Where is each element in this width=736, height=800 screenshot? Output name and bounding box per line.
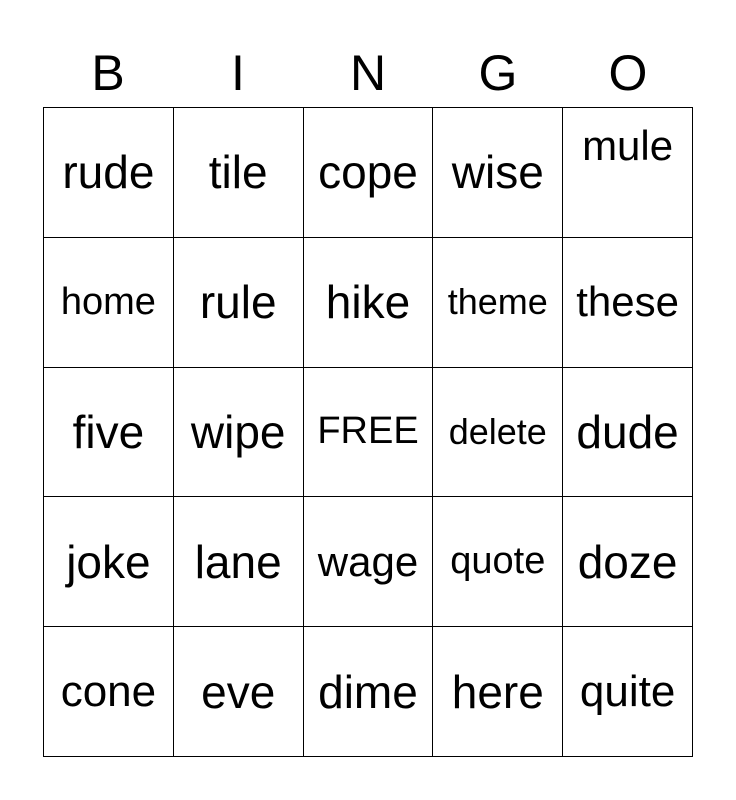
bingo-cell[interactable]: five <box>44 368 174 498</box>
bingo-header <box>43 42 693 104</box>
header-letter-b: B <box>91 45 125 101</box>
bingo-cell[interactable]: delete <box>433 368 563 498</box>
bingo-cell[interactable]: joke <box>44 497 174 627</box>
bingo-cell[interactable]: tile <box>174 108 304 238</box>
bingo-cell[interactable]: mule <box>563 108 693 238</box>
bingo-cell[interactable]: rude <box>44 108 174 238</box>
header-letter-g: G <box>478 45 518 101</box>
bingo-cell[interactable]: hike <box>304 238 434 368</box>
bingo-cell[interactable]: wipe <box>174 368 304 498</box>
bingo-cell[interactable]: dime <box>304 627 434 757</box>
bingo-cell[interactable]: dude <box>563 368 693 498</box>
bingo-cell[interactable]: eve <box>174 627 304 757</box>
bingo-cell[interactable]: wage <box>304 497 434 627</box>
header-letter-i: I <box>231 45 245 101</box>
bingo-cell[interactable]: cone <box>44 627 174 757</box>
header-letter-n: N <box>349 45 387 101</box>
bingo-cell[interactable]: home <box>44 238 174 368</box>
bingo-cell[interactable]: these <box>563 238 693 368</box>
bingo-cell[interactable]: quite <box>563 627 693 757</box>
bingo-cell[interactable]: quote <box>433 497 563 627</box>
bingo-cell[interactable]: here <box>433 627 563 757</box>
bingo-card-grid <box>43 107 693 757</box>
header-letter-o: O <box>608 45 648 101</box>
bingo-cell[interactable]: doze <box>563 497 693 627</box>
bingo-cell[interactable]: lane <box>174 497 304 627</box>
bingo-cell[interactable]: cope <box>304 108 434 238</box>
bingo-cell[interactable]: rule <box>174 238 304 368</box>
bingo-cell[interactable]: wise <box>433 108 563 238</box>
free-space-cell[interactable]: FREE <box>304 368 434 498</box>
bingo-cell[interactable]: theme <box>433 238 563 368</box>
